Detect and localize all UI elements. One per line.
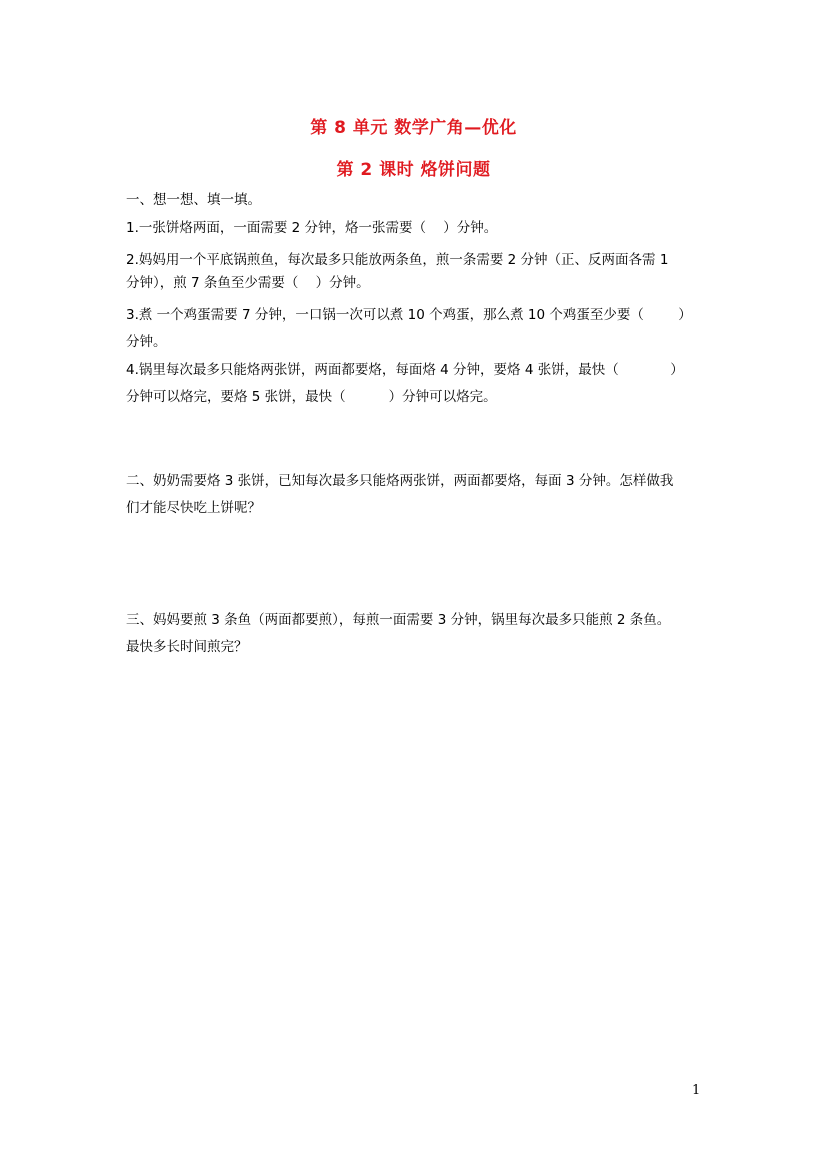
question-2-line-2: 分钟），煎 7 条鱼至少需要（ ）分钟。 — [126, 275, 370, 291]
question-3-line-2: 分钟。 — [126, 334, 167, 350]
section2-line-2: 们才能尽快吃上饼呢？ — [126, 500, 261, 516]
question-3-line-1: 3.煮 一个鸡蛋需要 7 分钟，一口锅一次可以煮 10 个鸡蛋，那么煮 10 个鸡蛋至少要（ ） — [126, 307, 692, 323]
question-4-line-1: 4.锅里每次最多只能烙两张饼，两面都要烙，每面烙 4 分钟，要烙 4 张饼，最快（ ） — [126, 362, 684, 378]
section3-line-1: 三、妈妈要煎 3 条鱼（两面都要煎），每煎一面需要 3 分钟，锅里每次最多只能煎 2 条鱼。 — [126, 612, 671, 628]
question-2-line-1: 2.妈妈用一个平底锅煎鱼，每次最多只能放两条鱼，煎一条需要 2 分钟（正、反两面各需 1 — [126, 252, 669, 268]
lesson-title: 第 2 课时 烙饼问题 — [336, 160, 491, 180]
section3-line-2: 最快多长时间煎完？ — [126, 639, 248, 655]
question-4-line-2: 分钟可以烙完，要烙 5 张饼，最快（ ）分钟可以烙完。 — [126, 389, 497, 405]
unit-title: 第 8 单元 数学广角—优化 — [310, 118, 517, 138]
section1-heading: 一、想一想、填一填。 — [126, 192, 261, 208]
section2-line-1: 二、奶奶需要烙 3 张饼，已知每次最多只能烙两张饼，两面都要烙，每面 3 分钟。怎样做我 — [126, 473, 674, 489]
page-number: 1 — [692, 1083, 701, 1098]
question-1: 1.一张饼烙两面，一面需要 2 分钟，烙一张需要（ ）分钟。 — [126, 220, 498, 236]
